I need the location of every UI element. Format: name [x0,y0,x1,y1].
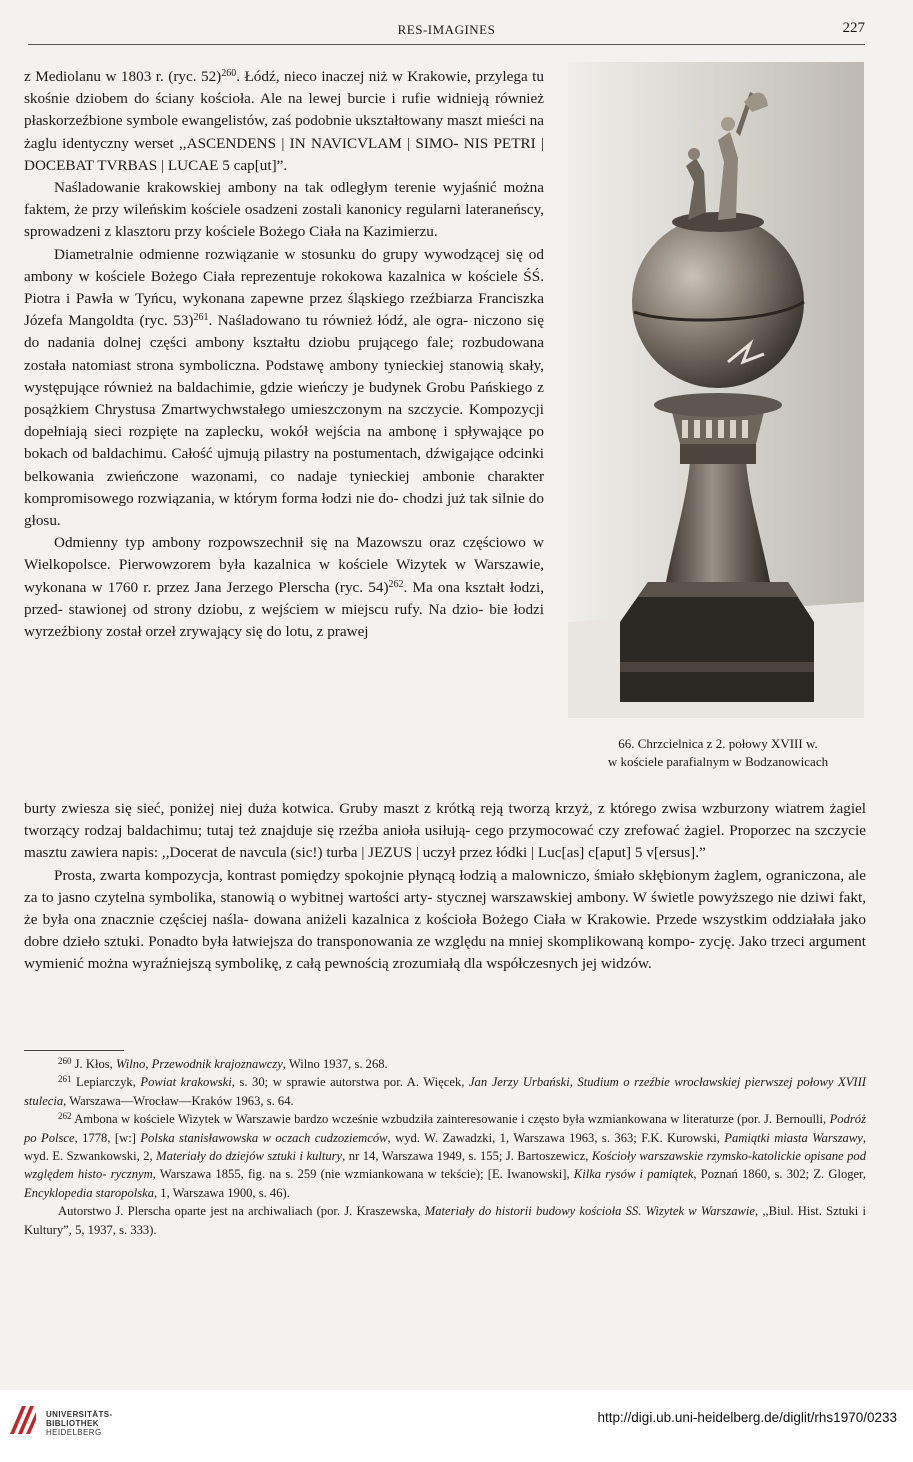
paragraph: z Mediolanu w 1803 r. (ryc. 52)$^{260}$. Łódź, nieco inaczej niż w Krakowie, przylega tu skośnie dziobem do ściany kościoła. Ale na lewej burcie i rufie widnieją również płaskorzeźbione symbole ewangelistów, zaś podobnie ukształtowany maszt mieści na żaglu identyczny werset ,,ASCENDENS | IN NAVICVLAM | SIMO- NIS PETRI | DOCEBAT TVRBAS | LUCAE 5 cap[ut]”. [24,68,544,174]
italic-title: Kilka rysów i pamiątek [573,1167,694,1182]
footnote: $^{262}$ Ambona w kościele Wizytek w Warszawie bardzo wcześnie wzbudziła zainteresowanie i często była wzmiankowana w literaturze (por. J. Bernoulli, Podróż po Polsce, 1778, [w:] Polska stanisławowska w oczach cudzoziemców, wyd. W. Zawadzki, 1, Warszawa 1963, s. 363; F.K. Kurowski, Pamiątki miasta Warszawy, wyd. E. Szwankowski, 2, Materiały do dziejów sztuki i kultury, nr 14, Warszawa 1949, s. 155; J. Bartoszewicz, Kościoły warszawskie rzymsko-katolickie opisane pod względem histo- rycznym, Warszawa 1855, fig. na s. 259 (nie wzmiankowana w tekście); [E. Iwanowski], Kilka rysów i pamiątek, Poznań 1860, s. 302; Z. Gloger, Encyklopedia staropolska, 1, Warszawa 1900, s. 46). [24,1111,867,1200]
page-footer [0,1390,913,1462]
digital-library-link[interactable]: http://digi.ub.uni-heidelberg.de/diglit/rhs1970/0233 [597,1410,897,1425]
footnote-rule [24,1050,124,1051]
footnote: Autorstwo J. Plerscha oparte jest na archiwaliach (por. J. Kraszewska, Materiały do historii budowy kościoła SS. Wizytek w Warszawie, ,,Biul. Hist. Sztuki i Kultury”, 5, 1937, s. 333). [24,1204,866,1237]
paragraph: Odmienny typ ambony rozpowszechnił się na Mazowszu oraz częściowo w Wielkopolsce. Pierwowzorem była kazalnica w kościele Wizytek w Warszawie, wykonana w 1760 r. przez Jana Jerzego Plerscha (ryc. 54)$^{262}$. Ma ona kształt łodzi, przed- stawionej od strony dziobu, z wejściem w miejscu rufy. Na dzio- bie łodzi wyrzeźbiony został orzeł zrywający się do lotu, z prawej [24,534,544,641]
italic-title: Polska stanisławowska w oczach cudzoziemców [140,1130,388,1145]
footnote-ref: 262 [388,578,404,590]
paragraph: Naśladowanie krakowskiej ambony na tak odległym terenie wyjaśnić można faktem, że przy wileńskim kościele osadzeni zostali kanonicy regularni lateraneńscy, sprowadzeni z klasztoru przy kościele Bożego Ciała na Kazimierzu. [24,179,544,241]
paragraph: burty zwiesza się sieć, poniżej niej duża kotwica. Gruby maszt z krótką reją tworzą krzyż, z którego zwisa wzburzony wiatrem żagiel tworzący rodzaj baldachimu; tutaj też znajduje się rzeźba anioła usiłują- cego przymocować czy zrefować żagiel. Proporzec na szczycie masztu zawiera napis: ,,Docerat de navcula (sic!) turba | JEZUS | uczył przez łódki | Luc[as] c[aput] 5 v[ersus].” [24,800,866,862]
italic-title: Materiały do historii budowy kościoła SS. Wizytek w Warszawie [424,1204,755,1219]
italic-title: Podróż po Polsce [24,1112,866,1145]
baptismal-font-photo [568,62,864,718]
footnote-ref: 262 [58,1111,72,1122]
italic-title: Encyklopedia staropolska [24,1185,154,1200]
italic-title: Powiat krakowski [140,1075,232,1090]
caption-line-1: 66. Chrzcielnica z 2. połowy XVIII w. [618,736,818,751]
full-width-text [24,798,866,976]
footnote: $^{260}$ J. Kłos, Wilno, Przewodnik krajoznawczy, Wilno 1937, s. 268. [58,1056,388,1071]
footnote-ref: 260 [58,1056,72,1066]
footnote-ref: 260 [221,68,237,79]
footnote-ref: 261 [58,1074,72,1085]
baptismal-font-illustration [568,62,864,718]
running-title: RES-IMAGINES [397,22,496,37]
italic-title: Wilno, Przewodnik krajoznawczy [115,1057,283,1071]
footnotes [24,1055,866,1239]
italic-title: Kościoły warszawskie rzymsko-katolickie opisane pod względem histo- rycznym [24,1149,867,1182]
italic-title: Jan Jerzy Urbański, Studium o rzeźbie wrocławskiej pierwszej połowy XVIII stulecia [24,1075,866,1108]
footnote-ref: 261 [193,312,209,324]
italic-title: Pamiątki miasta Warszawy [724,1130,863,1145]
figure-caption [566,735,870,771]
paragraph: Diametralnie odmienne rozwiązanie w stosunku do grupy wywodzącej się od ambony w kościele Bożego Ciała reprezentuje rokokowa kazalnica w kościele ŚŚ. Piotra i Pawła w Tyńcu, wykonana zapewne przez śląskiego rzeźbiarza Franciszka Józefa Mangoldta (ryc. 53)$^{261}$. Naśladowano tu również łódź, ale ogra- niczono się do nadania dolnej części ambony kształtu dziobu prującego fale; rozbudowana została natomiast strona symboliczna. Podstawę ambony tynieckiej stanowią skały, występujące również na baldachimie, gdzie wieńczy je budynek Grobu Pańskiego z posążkiem Chrystusa Zmartwychwstałego umieszczonym na szczycie. Kompozycji dopełniają sieci rozpięte na zaplecku, wokół wejścia na ambonę i spływające po bokach od baldachimu. Całość ujmują pilastry na postumentach, dźwigające odcinki belkowania zwieńczone wazonami, co nadaje tynieckiej ambonie charakter kompromisowego rozwiązania, w którym forma łodzi nie do- chodzi już tak silnie do głosu. [24,245,544,530]
page-number: 227 [842,20,865,36]
caption-line-2: w kościele parafialnym w Bodzanowicach [607,754,829,769]
footnote: $^{261}$ Lepiarczyk, Powiat krakowski, s. 30; w sprawie autorstwa por. A. Więcek, Jan Jerzy Urbański, Studium o rzeźbie wrocławskiej pierwszej połowy XVIII stulecia, Warszawa—Wrocław—Kraków 1963, s. 64. [24,1074,866,1108]
library-logo-icon [8,1404,38,1436]
library-name: UNIVERSITÄTS- BIBLIOTHEK HEIDELBERG [46,1410,113,1437]
left-column-text [24,66,544,643]
paragraph: Prosta, zwarta kompozycja, kontrast pomiędzy spokojnie płynącą łodzią a malowniczo, śmiało skłębionym żaglem, ograniczona, ale za to jasno czytelna symbolika, stanowią o wybitnej wartości arty- stycznej warszawskiej ambony. W świetle powyższego nie dziwi fakt, że była ona znacznie częściej naśla- dowana aniżeli kazalnica z kościoła Bożego Ciała w Krakowie. Przede wszystkim oddziałała jako dobre dzieło sztuki. Ponadto była łatwiejsza do transponowania ze względu na mniej skomplikowaną kompo- zycję. Jako trzeci argument wymienić można wyraźniejszą symbolikę, z całą pewnością zrozumiałą dla współczesnych jej widzów. [24,866,866,973]
italic-title: Materiały do dziejów sztuki i kultury [156,1149,343,1164]
page-header [28,22,865,45]
